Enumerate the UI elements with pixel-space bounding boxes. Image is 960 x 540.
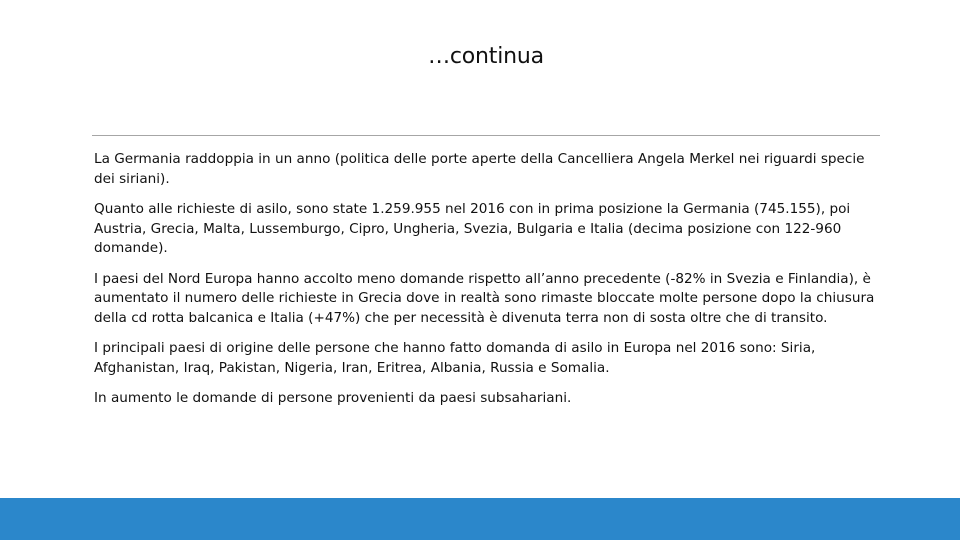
footer-bar — [0, 498, 960, 540]
title-divider — [92, 135, 880, 136]
paragraph-northern-europe: I paesi del Nord Europa hanno accolto meno domande rispetto all’anno precedente (-82% in Svezia e Finlandia), è aumentato il numero delle richieste in Grecia dove in realtà sono rimaste bloccate molte persone dopo la chiusura della cd rotta balcanica e Italia (+47%) che per necessità è divenuta terra non di sosta oltre che di transito. — [94, 270, 875, 326]
slide-title: …continua — [428, 44, 544, 69]
paragraph-asylum-requests: Quanto alle richieste di asilo, sono state 1.259.955 nel 2016 con in prima posizione la Germania (745.155), poi Austria, Grecia, Malta, Lussemburgo, Cipro, Ungheria, Svezia, Bulgaria e Italia (decima posizione con 122-960 domande). — [94, 201, 851, 256]
paragraph-germany: La Germania raddoppia in un anno (politica delle porte aperte della Cancelliera Angela Merkel nei riguardi specie dei siriani). — [94, 151, 865, 187]
paragraph-origin-countries: I principali paesi di origine delle persone che hanno fatto domanda di asilo in Europa nel 2016 sono: Siria, Afghanistan, Iraq, Pakistan, Nigeria, Iran, Eritrea, Albania, Russia e Somalia. — [94, 340, 816, 376]
slide-body — [94, 150, 876, 420]
paragraph-subsaharan: In aumento le domande di persone provenienti da paesi subsahariani. — [94, 390, 572, 406]
